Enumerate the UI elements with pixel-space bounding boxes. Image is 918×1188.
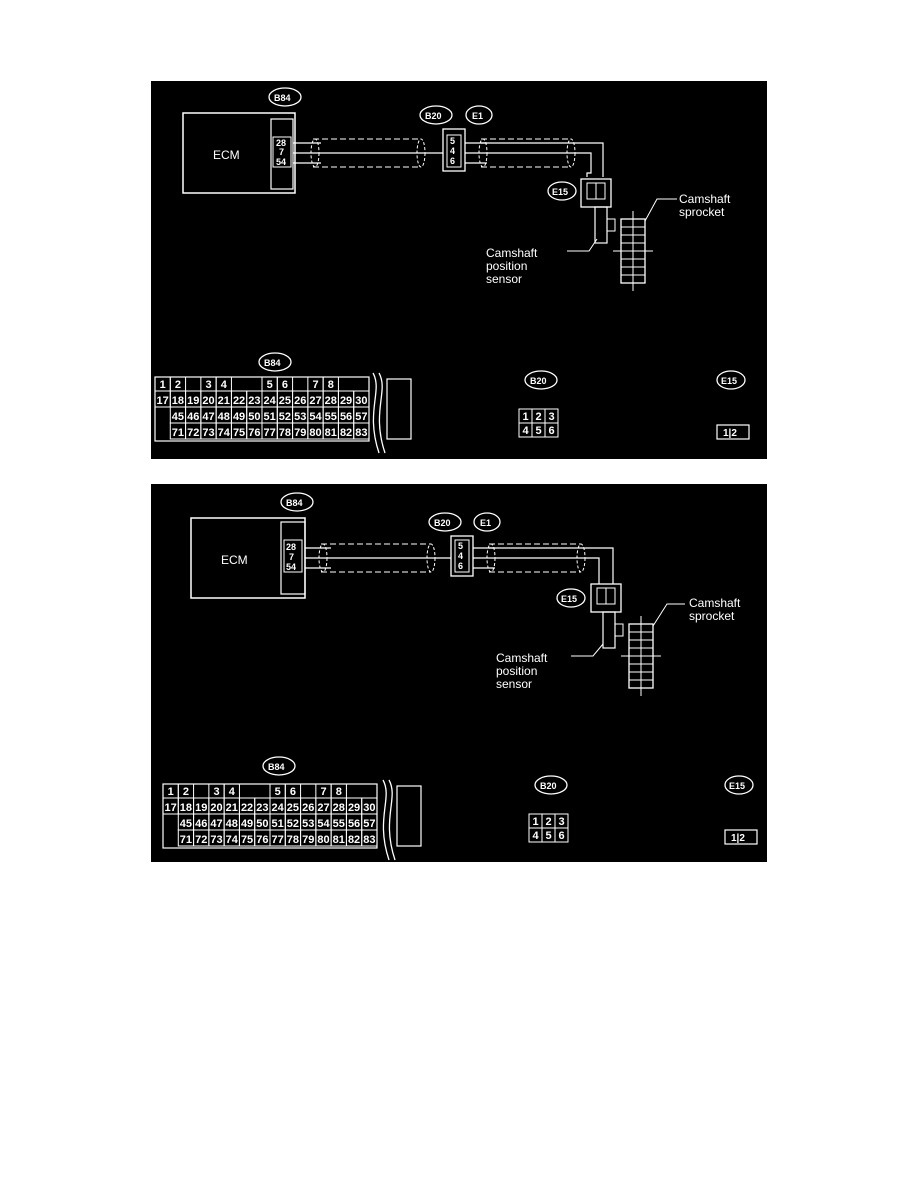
pin-number: 50 bbox=[248, 411, 261, 423]
connector-tag-b84-label: B84 bbox=[274, 93, 291, 103]
pin-number: 49 bbox=[240, 818, 254, 830]
wire bbox=[489, 548, 613, 584]
ecm-pin: 54 bbox=[276, 157, 287, 167]
pin-number: 73 bbox=[210, 834, 223, 846]
pin-number: 83 bbox=[363, 834, 376, 846]
wiring-diagram-panel-top bbox=[151, 81, 767, 459]
pin-number: 47 bbox=[202, 411, 215, 423]
pin-number: 6 bbox=[558, 830, 565, 842]
pin-number: 20 bbox=[202, 395, 215, 407]
pin-number: 5 bbox=[274, 786, 281, 798]
pin-number: 17 bbox=[156, 395, 169, 407]
camshaft-position-sensor bbox=[603, 612, 615, 648]
ecm-label: ECM bbox=[221, 553, 248, 567]
sprocket-leader-line bbox=[645, 199, 677, 221]
sensor-tip bbox=[607, 219, 615, 231]
pin-number: 8 bbox=[327, 379, 334, 391]
sensor-leader-line bbox=[567, 239, 597, 251]
pin-number: 6 bbox=[548, 425, 555, 437]
pin-number: 53 bbox=[294, 411, 307, 423]
pin-number: 77 bbox=[263, 427, 276, 439]
pin-number: 81 bbox=[324, 427, 337, 439]
pin-number: 72 bbox=[195, 834, 208, 846]
wire bbox=[465, 153, 591, 177]
pin-number: 25 bbox=[278, 395, 292, 407]
b84-connector-face bbox=[155, 373, 411, 453]
pin-number: 57 bbox=[355, 411, 368, 423]
pin-number: 5 bbox=[545, 830, 552, 842]
pin-number: 6 bbox=[281, 379, 288, 391]
pin-number: 45 bbox=[171, 411, 185, 423]
pin-number: 7 bbox=[320, 786, 327, 798]
pin-number: 18 bbox=[179, 802, 193, 814]
pin-number: 28 bbox=[332, 802, 345, 814]
wiring-diagram-bottom bbox=[151, 484, 767, 868]
connector-tag-e1-label: E1 bbox=[480, 518, 492, 528]
pin-number: 20 bbox=[210, 802, 223, 814]
pin-number: 2 bbox=[182, 786, 189, 798]
sprocket-axis bbox=[613, 211, 653, 291]
pin-number: 2 bbox=[535, 411, 542, 423]
pin-number: 82 bbox=[347, 834, 361, 846]
pin-number: 4 bbox=[228, 786, 235, 798]
middle-pin: 6 bbox=[458, 561, 464, 571]
pin-number: 53 bbox=[302, 818, 315, 830]
ecm-pin: 7 bbox=[279, 147, 285, 157]
pin-number: 1 bbox=[167, 786, 174, 798]
pin-number: 29 bbox=[339, 395, 353, 407]
pin-number: 29 bbox=[347, 802, 361, 814]
pin-number: 7 bbox=[312, 379, 319, 391]
pin-number: 50 bbox=[256, 818, 269, 830]
pin-number: 26 bbox=[294, 395, 307, 407]
ecm-pin: 54 bbox=[286, 562, 297, 572]
view-tag-b20-label: B20 bbox=[540, 781, 557, 791]
sprocket-axis bbox=[621, 616, 661, 696]
sensor-label-line: position bbox=[496, 664, 538, 678]
pin-number: 3 bbox=[205, 379, 212, 391]
middle-pin: 5 bbox=[450, 136, 456, 146]
view-tag-e15-label: E15 bbox=[721, 376, 738, 386]
pin-number: 1 bbox=[159, 379, 166, 391]
pin-number: 52 bbox=[286, 818, 300, 830]
sprocket-label-line: sprocket bbox=[689, 609, 735, 623]
pin-number: 23 bbox=[248, 395, 261, 407]
pin-number: 55 bbox=[324, 411, 337, 423]
pin-number: 21 bbox=[217, 395, 230, 407]
pin-number: 76 bbox=[256, 834, 269, 846]
connector-tag-b20-label: B20 bbox=[434, 518, 451, 528]
pin-number: 46 bbox=[195, 818, 208, 830]
sprocket-leader-line bbox=[653, 604, 685, 626]
pin-number: 30 bbox=[363, 802, 376, 814]
sensor-label-line: sensor bbox=[496, 677, 533, 691]
e15-pins: 1|2 bbox=[723, 428, 737, 439]
pin-number: 4 bbox=[220, 379, 227, 391]
pin-number: 25 bbox=[286, 802, 300, 814]
connector-tag-b20-label: B20 bbox=[425, 111, 442, 121]
pin-number: 8 bbox=[335, 786, 342, 798]
ecm-pin: 28 bbox=[276, 138, 287, 148]
pin-number: 27 bbox=[317, 802, 330, 814]
pin-number: 27 bbox=[309, 395, 322, 407]
sensor-tip bbox=[615, 624, 623, 636]
pin-number: 73 bbox=[202, 427, 215, 439]
wire bbox=[481, 143, 603, 177]
pin-number: 57 bbox=[363, 818, 376, 830]
sprocket-label-line: Camshaft bbox=[689, 596, 741, 610]
b84-connector-face bbox=[163, 780, 421, 860]
camshaft-position-sensor bbox=[595, 207, 607, 243]
ecm-label: ECM bbox=[213, 148, 240, 162]
pin-number: 23 bbox=[256, 802, 269, 814]
pin-number: 81 bbox=[332, 834, 345, 846]
middle-pin: 6 bbox=[450, 156, 456, 166]
pin-number: 48 bbox=[217, 411, 230, 423]
wiring-diagram-panel-bottom bbox=[151, 484, 767, 862]
pin-number: 71 bbox=[171, 427, 185, 439]
pin-number: 4 bbox=[522, 425, 529, 437]
sprocket-label-line: sprocket bbox=[679, 205, 725, 219]
ecm-box bbox=[191, 518, 305, 598]
e15-pins: 1|2 bbox=[731, 833, 745, 844]
pin-number: 17 bbox=[164, 802, 177, 814]
pin-number: 2 bbox=[174, 379, 181, 391]
pin-number: 24 bbox=[263, 395, 276, 407]
view-tag-e15-label: E15 bbox=[729, 781, 746, 791]
pin-number: 6 bbox=[289, 786, 296, 798]
pin-number: 71 bbox=[179, 834, 193, 846]
pin-number: 19 bbox=[195, 802, 208, 814]
pin-number: 82 bbox=[339, 427, 353, 439]
middle-pin: 4 bbox=[450, 146, 456, 156]
connector-tag-e15-label: E15 bbox=[552, 187, 569, 197]
sensor-label-line: Camshaft bbox=[496, 651, 548, 665]
pin-number: 79 bbox=[294, 427, 307, 439]
ecm-pin: 28 bbox=[286, 542, 297, 552]
pin-number: 24 bbox=[271, 802, 284, 814]
middle-pin: 5 bbox=[458, 541, 464, 551]
pin-number: 19 bbox=[187, 395, 200, 407]
pin-number: 26 bbox=[302, 802, 315, 814]
pin-number: 18 bbox=[171, 395, 185, 407]
pin-number: 56 bbox=[347, 818, 361, 830]
sensor-label-line: position bbox=[486, 259, 528, 273]
pin-number: 75 bbox=[232, 427, 246, 439]
pin-number: 54 bbox=[309, 411, 322, 423]
pin-number: 30 bbox=[355, 395, 368, 407]
pin-number: 56 bbox=[339, 411, 353, 423]
pin-number: 28 bbox=[324, 395, 337, 407]
pin-number: 75 bbox=[240, 834, 254, 846]
pin-number: 49 bbox=[232, 411, 246, 423]
pin-number: 45 bbox=[179, 818, 193, 830]
pin-number: 79 bbox=[302, 834, 315, 846]
pin-number: 52 bbox=[278, 411, 292, 423]
connector-tag-e1-label: E1 bbox=[472, 111, 484, 121]
sensor-leader-line bbox=[571, 644, 603, 656]
pin-number: 51 bbox=[271, 818, 284, 830]
pin-number: 1 bbox=[532, 816, 539, 828]
sensor-label-line: sensor bbox=[486, 272, 523, 286]
pin-number: 78 bbox=[278, 427, 292, 439]
pin-number: 4 bbox=[532, 830, 539, 842]
sensor-label-line: Camshaft bbox=[486, 246, 538, 260]
b20-connector-face bbox=[529, 814, 568, 842]
pin-number: 47 bbox=[210, 818, 223, 830]
pin-number: 22 bbox=[232, 395, 246, 407]
pin-number: 46 bbox=[187, 411, 200, 423]
pin-number: 74 bbox=[225, 834, 238, 846]
middle-pin: 4 bbox=[458, 551, 464, 561]
pin-number: 80 bbox=[317, 834, 330, 846]
pin-number: 5 bbox=[266, 379, 273, 391]
sprocket-label-line: Camshaft bbox=[679, 192, 731, 206]
view-tag-b20-label: B20 bbox=[530, 376, 547, 386]
pin-number: 77 bbox=[271, 834, 284, 846]
pin-number: 55 bbox=[332, 818, 345, 830]
pin-number: 3 bbox=[213, 786, 220, 798]
pin-number: 22 bbox=[240, 802, 254, 814]
connector-tag-e15-label: E15 bbox=[561, 594, 578, 604]
wiring-diagram-top bbox=[151, 81, 767, 459]
pin-number: 21 bbox=[225, 802, 238, 814]
view-tag-b84-label: B84 bbox=[268, 762, 285, 772]
b20-connector-face bbox=[519, 409, 558, 437]
pin-number: 1 bbox=[522, 411, 529, 423]
pin-number: 5 bbox=[535, 425, 542, 437]
view-tag-b84-label: B84 bbox=[264, 358, 281, 368]
pin-number: 76 bbox=[248, 427, 261, 439]
pin-number: 80 bbox=[309, 427, 322, 439]
pin-number: 2 bbox=[545, 816, 552, 828]
pin-number: 3 bbox=[558, 816, 565, 828]
ecm-pin: 7 bbox=[289, 552, 295, 562]
connector-tag-b84-label: B84 bbox=[286, 498, 303, 508]
pin-number: 72 bbox=[187, 427, 200, 439]
pin-number: 48 bbox=[225, 818, 238, 830]
pin-number: 51 bbox=[263, 411, 276, 423]
pin-number: 78 bbox=[286, 834, 300, 846]
pin-number: 83 bbox=[355, 427, 368, 439]
pin-number: 54 bbox=[317, 818, 330, 830]
pin-number: 3 bbox=[548, 411, 555, 423]
pin-number: 74 bbox=[217, 427, 230, 439]
